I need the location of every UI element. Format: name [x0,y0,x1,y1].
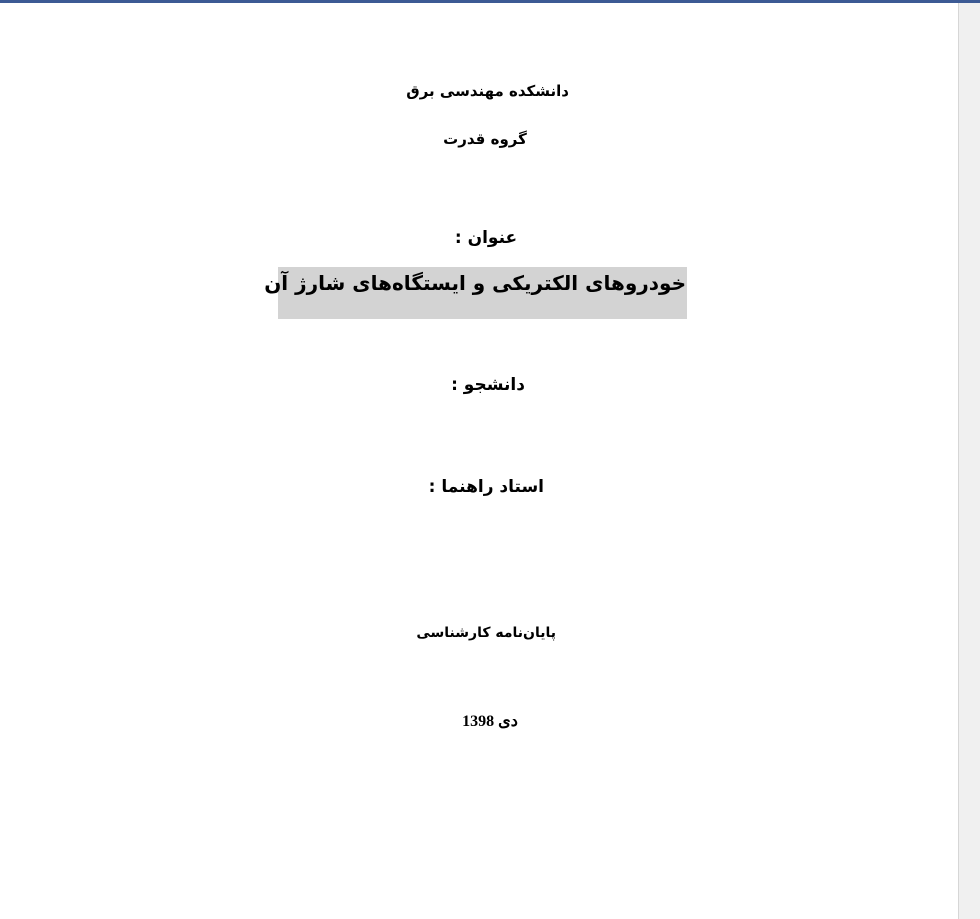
department-name: گروه قدرت [443,130,527,148]
scroll-gutter [958,3,980,919]
degree-type: پایان‌نامه کارشناسی [416,625,556,641]
thesis-title: خودروهای الکتریکی و ایستگاه‌های شارژ آن [264,271,686,295]
document-page [0,3,958,919]
title-label: عنوان : [454,228,518,248]
thesis-date: دی 1398 [462,713,518,730]
university-name: دانشکده مهندسی برق [406,82,569,100]
advisor-label: استاد راهنما : [428,477,544,497]
student-label: دانشجو : [451,375,525,395]
